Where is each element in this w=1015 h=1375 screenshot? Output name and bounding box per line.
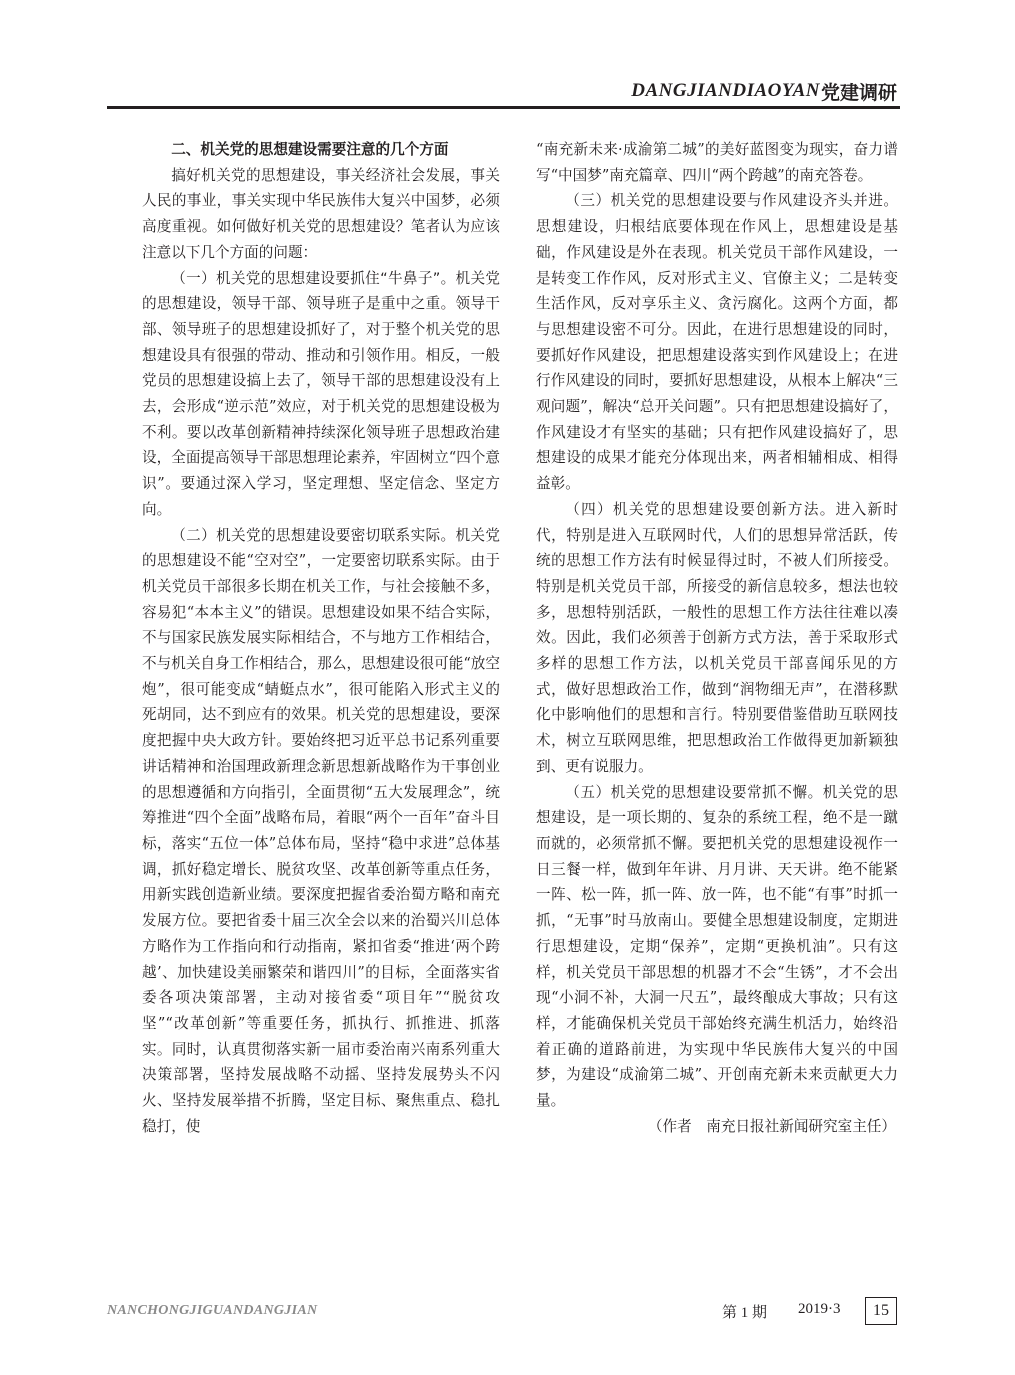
running-header-pinyin: DANGJIANDIAOYAN xyxy=(631,80,820,101)
paragraph-4-body: 进入新时代，特别是进入互联网时代，人们的思想异常活跃，传统的思想工作方法有时候显得过时，不被人们所接受。特别是机关党员干部，所接受的新信息较多，想法也较多，思想特别活跃，一般性的思想工作方法往往难以凑效。因此，我们必须善于创新方式方法，善于采取形式多样的思想工作方法，以机关党员干部喜闻乐见的方式，做好思想政治工作，做到“润物细无声”，在潜移默化中影响他们的思想和言行。特别要借鉴借助互联网技术，树立互联网思维，把思想政治工作做得更加新颖独到、更有说服力。 xyxy=(536,500,898,775)
subheading-3: （三）机关党的思想建设要与作风建设齐头并进。 xyxy=(565,192,898,210)
subheading-1: （一）机关党的思想建设要抓住“牛鼻子”。 xyxy=(171,269,456,287)
paragraph-5-body: 机关党的思想建设，是一项长期的、复杂的系统工程，绝不是一蹴而就的，必须常抓不懈。要把机关党的思想建设视作一日三餐一样，做到年年讲、月月讲、天天讲。绝不能紧一阵、松一阵，抓一阵、放一阵，也不能“有事”时抓一抓，“无事”时马放南山。要健全思想建设制度，定期进行思想建设，定期“保养”，定期“更换机油”。只有这样，机关党员干部思想的机器才不会“生锈”，才不会出现“小洞不补，大洞一尺五”，最终酿成大事故；只有这样，才能确保机关党员干部始终充满生机活力，始终沿着正确的道路前进，为实现中华民族伟大复兴的中国梦，为建设“成渝第二城”、开创南充新未来贡献更大力量。 xyxy=(536,783,898,1110)
author-note: （作者 南充日报社新闻研究室主任） xyxy=(647,1117,896,1135)
left-column xyxy=(142,137,500,1139)
footer-issue: 第 1 期 xyxy=(722,1305,768,1321)
paragraph-5 xyxy=(536,780,898,1114)
paragraph-2 xyxy=(142,523,500,1140)
paragraph-2-body: 机关党的思想建设不能“空对空”，一定要密切联系实际。由于机关党员干部很多长期在机关工作，与社会接触不多，容易犯“本本主义”的错误。思想建设如果不结合实际，不与国家民族发展实际相结合，不与地方工作相结合，不与机关自身工作相结合，那么，思想建设很可能“放空炮”，很可能变成“蜻蜓点水”，很可能陷入形式主义的死胡同，达不到应有的效果。机关党的思想建设，要深度把握中央大政方针。要始终把习近平总书记系列重要讲话精神和治国理政新理念新思想新战略作为干事创业的思想遵循和方向指引，全面贯彻“五大发展理念”，统筹推进“四个全面”战略布局，着眼“两个一百年”奋斗目标，落实“五位一体”总体布局，坚持“稳中求进”总体基调，抓好稳定增长、脱贫攻坚、改革创新等重点任务，用新实践创造新业绩。要深度把握省委治蜀方略和南充发展方位。要把省委十届三次全会以来的治蜀兴川总体方略作为工作指向和行动指南，紧扣省委“推进‘两个跨越’、加快建设美丽繁荣和谐四川”的目标，全面落实省委各项决策部署，主动对接省委“项目年”“脱贫攻坚”“改革创新”等重要任务，抓执行、抓推进、抓落实。同时，认真贯彻落实新一届市委治南兴南系列重大决策部署，坚持发展战略不动摇、坚持发展势头不闪火、坚持发展举措不折腾，坚定目标、聚焦重点、稳扎稳打，使 xyxy=(142,526,500,1135)
header-rule xyxy=(107,106,900,109)
subheading-5: （五）机关党的思想建设要常抓不懈。 xyxy=(565,783,823,801)
running-header-title: 党建调研 xyxy=(820,82,897,104)
paragraph-4 xyxy=(536,497,898,780)
paragraph-1-body: 机关党的思想建设，领导干部、领导班子是重中之重。领导干部、领导班子的思想建设抓好了，对于整个机关党的思想建设具有很强的带动、推动和引领作用。相反，一般党员的思想建设搞上去了，领导干部的思想建设没有上去，会形成“逆示范”效应，对于机关党的思想建设极为不利。要以改革创新精神持续深化领导班子思想政治建设，全面提高领导干部思想理论素养，牢固树立“四个意识”。要通过深入学习，坚定理想、坚定信念、坚定方向。 xyxy=(142,269,500,518)
paragraph-1 xyxy=(142,266,500,523)
page-number: 15 xyxy=(865,1297,897,1325)
paragraph-3 xyxy=(536,188,898,496)
footer-journal-name: NANCHONGJIGUANDANGJIAN xyxy=(107,1303,318,1318)
subheading-2: （二）机关党的思想建设要密切联系实际。 xyxy=(171,526,456,544)
section-title: 二、机关党的思想建设需要注意的几个方面 xyxy=(171,141,449,158)
footer-date: 2019·3 xyxy=(798,1301,841,1317)
paragraph-2-continued: “南充新未来·成渝第二城”的美好蓝图变为现实，奋力谱写“中国梦”南充篇章、四川“两个跨越”的南充答卷。 xyxy=(536,141,898,184)
right-column xyxy=(536,137,898,1139)
intro-paragraph: 搞好机关党的思想建设，事关经济社会发展，事关人民的事业，事关实现中华民族伟大复兴中国梦，必须高度重视。如何做好机关党的思想建设？笔者认为应该注意以下几个方面的问题： xyxy=(142,166,500,261)
paragraph-3-body: 思想建设，归根结底要体现在作风上，思想建设是基础，作风建设是外在表现。机关党员干部作风建设，一是转变工作作风，反对形式主义、官僚主义；二是转变生活作风，反对享乐主义、贪污腐化。这两个方面，都与思想建设密不可分。因此，在进行思想建设的同时，要抓好作风建设，把思想建设落实到作风建设上；在进行作风建设的同时，要抓好思想建设，从根本上解决“三观问题”，解决“总开关问题”。只有把思想建设搞好了，作风建设才有坚实的基础；只有把作风建设搞好了，思想建设的成果才能充分体现出来，两者相辅相成、相得益彰。 xyxy=(536,218,898,493)
subheading-4: （四）机关党的思想建设要创新方法。 xyxy=(565,500,836,518)
